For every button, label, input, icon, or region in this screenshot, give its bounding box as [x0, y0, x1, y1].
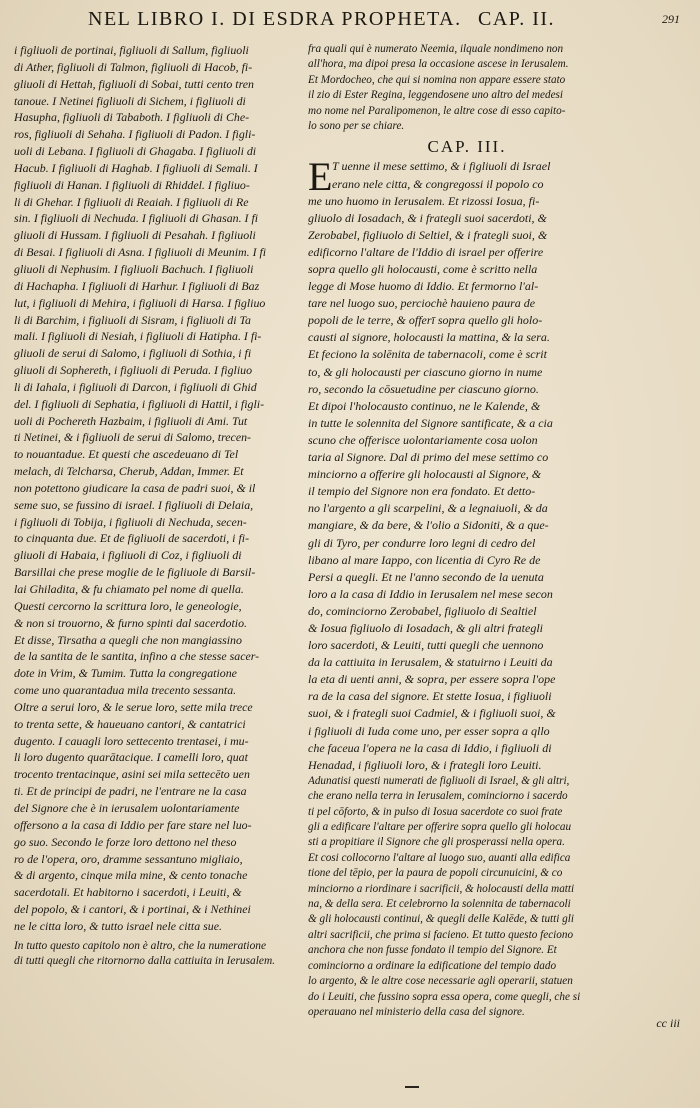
note-line: do i Leuiti, che fussino sopra essa opera, come quegli, che si	[308, 990, 581, 1003]
note-line: Et Mordocheo, che qui si nomina non appare essere stato	[308, 73, 566, 86]
text-line: Persi a quegli. Et ne l'anno secondo de la uenuta	[308, 569, 544, 584]
page-header	[88, 6, 680, 40]
chapter-heading: CAP. III.	[427, 137, 507, 157]
text-line: Zerobabel, figliuolo di Seltiel, & i frategli suoi, &	[308, 227, 548, 242]
text-line: ro, secondo la cōsuetudine per ciascuno giorno.	[308, 381, 539, 396]
right-body-text	[308, 154, 626, 773]
text-line: del. I figliuoli di Sephatia, i figliuoli di Hattil, i figli-	[14, 396, 265, 411]
note-line: Et cosi collocorno l'altare al luogo suo, auanti alla edifica	[308, 851, 571, 864]
text-line: sacerdotali. Et habitorno i sacerdoti, i Leuiti, &	[14, 885, 242, 900]
left-commentary-note	[14, 939, 304, 969]
note-line: altri sacrificii, che prima si facieno. Et tutto questo feciono	[308, 928, 574, 941]
left-column	[14, 42, 304, 1042]
text-line: Et feciono la solēnita de tabernacoli, come è scrit	[308, 347, 547, 362]
running-title: NEL LIBRO I. DI ESDRA PROPHETA.	[88, 8, 462, 30]
text-line: dote in Vrim, & Tumim. Tutta la congregatione	[14, 666, 237, 681]
right-commentary-note	[308, 774, 626, 1021]
text-line: T uenne il mese settimo, & i figliuoli di Israel	[332, 159, 551, 174]
text-line: to trenta sette, & haueuano cantori, & cantatrici	[14, 716, 246, 731]
text-line: & di argento, cinque mila mine, & cento tonache	[14, 868, 248, 883]
catchword-dash	[405, 1086, 419, 1088]
text-line: scuno che offerisce uolontariamente cosa uolon	[308, 432, 538, 447]
text-line: seme suo, se fussino di israel. I figliuoli di Delaia,	[14, 497, 254, 512]
note-line: gli a edificare l'altare per offerire sopra quello gli holocau	[308, 821, 572, 834]
text-line: to, & gli holocausti per ciascuno giorno in nume	[308, 364, 543, 379]
text-line: gliuoli di Sophereth, i figliuoli di Peruda. I figliuo	[14, 363, 253, 378]
text-line: i figliuoli de portinai, figliuoli di Sallum, figliuoli	[14, 43, 249, 57]
text-line: do, cominciorno Zerobabel, figliuolo di Sealtiel	[308, 603, 537, 618]
text-line: popoli de le terre, & offerī sopra quello gli holo-	[308, 313, 543, 328]
note-line: tione del tēpio, per la paura de popoli circunuicini, & co	[308, 867, 563, 880]
text-line: li di Iahala, i figliuoli di Darcon, i figliuoli di Ghid	[14, 379, 257, 394]
note-line: lo sono per se chiare.	[308, 120, 405, 133]
text-line: ti. Et de principi de padri, ne l'entrare ne la casa	[14, 784, 247, 799]
note-line: sti a propitiare il Signore che gli prosperassi nella opera.	[308, 836, 565, 849]
text-line: dugento. I cauagli loro settecento trentasei, i mu-	[14, 733, 249, 748]
text-line: Henadad, i figliuoli loro, & i frategli loro Leuiti.	[308, 757, 542, 772]
text-line: che faceua l'opera ne la casa di Iddio, i figliuoli di	[308, 740, 552, 755]
text-line: li di Ghehar. I figliuoli di Reaiah. I figliuoli di Re	[14, 194, 249, 209]
text-line: uoli di Pochereth Hazbaim, i figliuoli di Ami. Tut	[14, 413, 248, 428]
text-line: gliuolo di Iosadach, & i frategli suoi sacerdoti, &	[308, 210, 547, 225]
note-line: Adunatisi questi numerati de figliuoli di Israel, & gli altri,	[308, 774, 570, 787]
text-line: loro sacerdoti, & Leuiti, tutti quegli che uennono	[308, 638, 544, 653]
text-line: offersono a la casa di Iddio per fare stare nel luo-	[14, 817, 252, 832]
text-line: me uno huomo in Ierusalem. Et rizossi Iosua, fi-	[308, 193, 540, 208]
text-line: taria al Signore. Dal di primo del mese settimo co	[308, 450, 549, 465]
text-line: Et disse, Tirsatha a quegli che non mangiassino	[14, 632, 242, 647]
text-line: gli di Tyro, per condurre loro legni di cedro del	[308, 535, 536, 550]
note-line: In tutto questo capitolo non è altro, che la numeratione	[14, 939, 267, 952]
text-line: ros, figliuoli di Sehaha. I figliuoli di Padon. I figli-	[14, 127, 256, 142]
text-line: to nouantadue. Et questi che ascedeuano di Tel	[14, 447, 239, 462]
text-line: di Ather, figliuoli di Talmon, figliuoli di Hacob, fi-	[14, 59, 253, 74]
text-line: la eta di uenti anni, & sopra, per essere sopra l'ope	[308, 672, 556, 687]
note-line: cominciorno a ordinare la edificatione del tempio dado	[308, 959, 557, 972]
text-line: i figliuoli di Tobija, i figliuoli di Nechuda, secen-	[14, 514, 247, 529]
text-line: non potettono giudicare la casa de padri suoi, & il	[14, 480, 256, 495]
text-line: uoli di Lebana. I figliuoli di Ghagaba. I figliuoli di	[14, 144, 257, 159]
text-line: gliuoli di Hussam. I figliuoli di Pesahah. I figliuoli	[14, 228, 256, 243]
text-line: lut, i figliuoli di Mehira, i figliuoli di Harsa. I figliuo	[14, 295, 266, 310]
text-line: del popolo, & i cantori, & i portinai, & i Nethinei	[14, 902, 251, 917]
text-line: figliuoli di Hanan. I figliuoli di Rhiddel. I figliuo-	[14, 177, 250, 192]
text-line: lai Ghiladita, & fu chiamato pel nome di quella.	[14, 582, 244, 596]
note-line: na, & della sera. Et celebrorno la solennita de tabernacoli	[308, 898, 571, 911]
note-line: mo nome nel Paralipomenon, le altre cose di esso capito-	[308, 104, 566, 117]
note-line: fra quali qui è numerato Neemia, ilquale nondimeno non	[308, 43, 564, 55]
note-line: & gli holocausti continui, & quegli delle Kalēde, & tutti gli	[308, 913, 574, 926]
signature-mark: cc iii	[656, 1016, 680, 1030]
text-line: tare nel luogo suo, perciochè hauieno paura de	[308, 296, 536, 311]
drop-capital: E	[308, 154, 333, 200]
text-line: gliuoli di Nephusim. I figliuoli Bachuch. I figliuoli	[14, 261, 254, 276]
text-line: & non si trouorno, & furno spinti dal sacerdotio.	[14, 615, 247, 630]
text-line: i figliuoli di Iuda come uno, per esser sopra a qllo	[308, 723, 550, 738]
text-line: minciorno a offerire gli holocausti al Signore, &	[308, 467, 542, 482]
chapter-body-wrapper	[308, 154, 626, 773]
text-line: tanoue. I Netinei figliuoli di Sichem, i figliuoli di	[14, 93, 246, 108]
text-line: il tempio del Signore non era fondato. Et detto-	[308, 484, 536, 499]
text-line: mangiare, & da bere, & l'olio a Sidoniti, & a que-	[308, 518, 549, 533]
text-line: mali. I figliuoli di Nesiah, i figliuoli di Hatipha. I fi-	[14, 329, 262, 344]
text-line: Barsillai che prese moglie de le figliuole di Barsil-	[14, 565, 256, 580]
note-line: il zio di Ester Regina, leggendosene uno altro del medesi	[308, 89, 563, 102]
text-line: go suo. Secondo le forze loro dettono nel theso	[14, 834, 237, 849]
right-column	[308, 42, 626, 1022]
note-line: lo argento, & le altre cose necessarie agli operarii, statuen	[308, 975, 573, 988]
text-line: li loro dugento quarātacique. I camelli loro, quat	[14, 750, 248, 765]
note-line: operauano nel ministerio della casa del signore.	[308, 1005, 525, 1018]
folio-number: 291	[662, 12, 680, 26]
text-line: ne le citta loro, & tutto israel nele citta sue.	[14, 918, 222, 933]
text-line: in tutte le solennita del Signore santificate, & a cia	[308, 415, 553, 430]
left-body-text	[14, 42, 304, 935]
note-line: all'hora, ma dipoi presa la occasione ascese in Ierusalem.	[308, 58, 569, 71]
text-line: melach, di Telcharsa, Cherub, Addan, Immer. Et	[14, 464, 244, 479]
text-line: come uno quarantadua mila trecento sessanta.	[14, 683, 237, 698]
text-line: sopra quello gli holocausti, come è scritto nella	[308, 262, 538, 276]
text-line: Questi cercorno la scrittura loro, le geneologie,	[14, 598, 242, 613]
text-line: del Signore che è in ierusalem uolontariamente	[14, 800, 240, 815]
text-line: edificorno l'altare de l'Iddio di israel per offerire	[308, 244, 544, 259]
text-line: Oltre a serui loro, & le serue loro, sette mila trece	[14, 699, 253, 714]
text-line: & Iosua figliuolo di Iosadach, & gli altri frategli	[308, 620, 544, 635]
text-line: Hasupha, figliuoli di Tababoth. I figliuoli di Che-	[14, 110, 250, 125]
text-line: li di Barchim, i figliuoli di Sisram, i figliuoli di Ta	[14, 312, 251, 327]
text-line: suoi, & i frategli suoi Cadmiel, & i figliuoli suoi, &	[308, 706, 556, 721]
text-line: no l'argento a gli scarpelini, & a legnaiuoli, & da	[308, 501, 548, 516]
text-line: legge di Mose huomo di Iddio. Et fermorno l'al-	[308, 279, 539, 294]
text-line: gliuoli di Hettah, figliuoli di Sobai, tutti cento tren	[14, 76, 255, 91]
text-line: de la santita de le santita, infino a che stesse sacer-	[14, 649, 260, 664]
text-line: gliuoli di Habaia, i figliuoli di Coz, i figliuoli di	[14, 548, 242, 563]
text-line: erano nele citta, & congregossi il popolo co	[332, 176, 544, 191]
text-line: ti Netinei, & i figliuoli de serui di Salomo, trecen-	[14, 430, 252, 445]
text-line: to cinquanta due. Et de figliuoli de sacerdoti, i fi-	[14, 531, 250, 546]
right-commentary-top	[308, 42, 626, 134]
text-line: ra de la casa del signore. Et stette Iosua, i figliuoli	[308, 689, 552, 704]
note-line: minciorno a riordinare i sacrificii, & holocausti della matti	[308, 882, 575, 895]
text-line: di Hachapha. I figliuoli di Harhur. I figliuoli di Baz	[14, 278, 260, 293]
text-line: libano al mare Iappo, con licentia di Cyro Re de	[308, 552, 541, 567]
note-line: anchora che non fusse fondato il tempio del Signore. Et	[308, 944, 557, 957]
note-line: di tutti quegli che ritornorno dalla cattiuita in Ierusalem.	[14, 954, 276, 967]
text-line: Et dipoi l'holocausto continuo, ne le Kalende, &	[308, 398, 541, 413]
text-line: Hacub. I figliuoli di Haghab. I figliuoli di Semali. I	[14, 160, 258, 175]
text-line: loro a la casa di Iddio in Ierusalem nel mese secon	[308, 586, 553, 601]
text-line: gliuoli de serui di Salomo, i figliuoli di Sothia, i fi	[14, 346, 252, 361]
chapter-reference: CAP. II.	[478, 8, 556, 30]
note-line: ti pel cōforto, & in pulso di Iosua sacerdote co suoi frate	[308, 805, 563, 818]
text-line: da la cattiuita in Ierusalem, & statuirno i Leuiti da	[308, 655, 553, 670]
note-line: che erano nella terra in Ierusalem, cominciorno i sacerdo	[308, 790, 568, 803]
text-line: sin. I figliuoli di Nechuda. I figliuoli di Ghasan. I fi	[14, 211, 259, 226]
text-line: causti al signore, holocausti la mattina, & la sera.	[308, 330, 550, 345]
text-line: trocento trentacinque, asini sei mila settecēto uen	[14, 767, 250, 782]
text-line: di Besai. I figliuoli di Asna. I figliuoli di Meunim. I fi	[14, 245, 267, 260]
text-line: ro de l'opera, oro, dramme sessantuno migliaio,	[14, 851, 243, 866]
